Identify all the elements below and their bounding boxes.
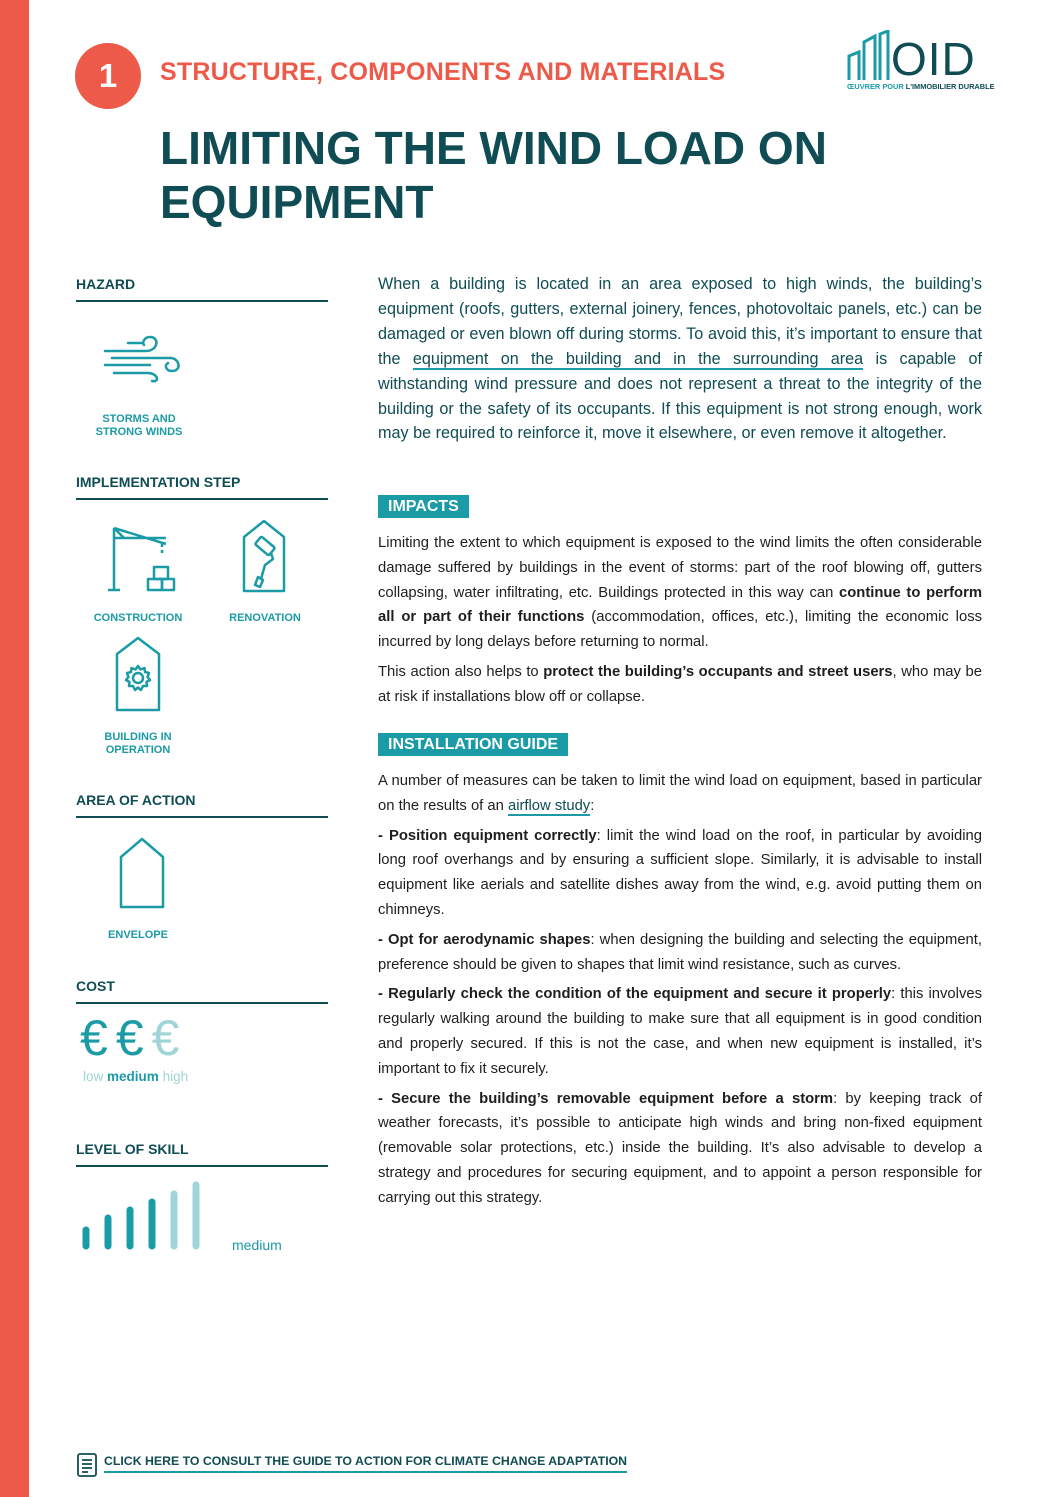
logo-buildings-icon: [845, 30, 891, 82]
construction-caption: CONSTRUCTION: [93, 612, 183, 624]
envelope-house-icon: [118, 836, 166, 910]
envelope-caption: ENVELOPE: [108, 929, 168, 941]
chapter-number-badge: 1: [75, 43, 141, 109]
text-run: A number of measures can be taken to limit the wind load on equipment, based in particular on the results of an: [378, 773, 982, 814]
construction-crane-icon: [104, 524, 176, 592]
impacts-paragraph: [378, 531, 982, 655]
cost-low-label: low: [83, 1069, 104, 1084]
text-run: (accommodation, offices, etc.), limiting the economic loss incurred by long delays before returning to normal.: [378, 609, 982, 651]
text-run: , who may be at risk if installations blow off or collapse.: [378, 663, 982, 705]
guide-item: [378, 982, 982, 1081]
skill-heading: LEVEL OF SKILL: [76, 1141, 328, 1167]
text-run: Limiting the extent to which equipment is exposed to the wind limits the often considerable damage suffered by buildings in the event of storms: part of the roof blowing off, gutters collapsing, water infiltrating, etc. Buildings protected in this way can: [378, 535, 982, 601]
guide-consult-link[interactable]: CLICK HERE TO CONSULT THE GUIDE TO ACTION FOR CLIMATE CHANGE ADAPTATION: [104, 1454, 627, 1473]
intro-text: When a building is located in an area exposed to high winds, the building’s equipment (roofs, gutters, external joinery, fences, photovoltaic panels, etc.) can be damaged or even blown off during storms. To avoid this, it’s important to ensure that the: [378, 275, 982, 368]
installation-guide-body: [378, 769, 982, 1216]
logo-tagline: [847, 82, 995, 91]
hazard-caption: STORMS AND STRONG WINDS: [95, 413, 183, 438]
euro-symbol-inactive: €: [151, 1010, 180, 1066]
building-operation-gear-icon: [114, 636, 162, 712]
logo-tagline-part: ŒUVRER POUR: [847, 82, 906, 91]
impacts-heading: IMPACTS: [378, 495, 469, 518]
side-accent-stripe: [0, 0, 29, 1497]
document-icon[interactable]: [76, 1452, 98, 1478]
text-run: :: [590, 797, 595, 814]
cost-euro-rating: [80, 1010, 187, 1066]
text-run-bold: - Opt for aerodynamic shapes: [378, 931, 591, 948]
text-run-bold: continue to perform all or part of their functions: [378, 584, 982, 626]
text-run: : when designing the building and selecting the equipment, preference should be given to shapes that limit wind resistance, such as curves.: [378, 931, 982, 973]
text-run-bold: protect the building’s occupants and street users: [543, 663, 893, 680]
text-run-bold: - Secure the building’s removable equipment before a storm: [378, 1090, 834, 1107]
installation-guide-heading: INSTALLATION GUIDE: [378, 733, 568, 756]
cost-heading: COST: [76, 978, 328, 1004]
impacts-body: [378, 531, 982, 715]
text-run-bold: - Regularly check the condition of the equipment and secure it properly: [378, 986, 892, 1003]
cost-scale-labels: [83, 1069, 188, 1084]
wind-icon: [100, 333, 184, 383]
chapter-title: STRUCTURE, COMPONENTS AND MATERIALS: [160, 58, 726, 86]
text-run: : limit the wind load on the roof, in particular by avoiding long roof overhangs and by ensuring a sufficient slope. Similarly, it is advisable to install equipment like aerials and satellite dishes away from the wind, e.g. avoid putting them on chimneys.: [378, 827, 982, 918]
area-heading: AREA OF ACTION: [76, 792, 328, 818]
text-run: This action also helps to: [378, 663, 544, 680]
skill-level-bars: [78, 1180, 204, 1254]
cost-medium-label: medium: [107, 1069, 159, 1084]
skill-level-label: medium: [232, 1237, 282, 1253]
guide-item: [378, 928, 982, 978]
airflow-study-link[interactable]: airflow study: [507, 797, 591, 814]
logo-tagline-part: L'IMMOBILIER DURABLE: [905, 82, 995, 91]
euro-symbol-active: €: [115, 1010, 144, 1066]
logo-wordmark: OID: [891, 33, 976, 85]
impacts-paragraph: [378, 660, 982, 710]
page-title: LIMITING THE WIND LOAD ON EQUIPMENT: [160, 122, 827, 228]
hazard-heading: HAZARD: [76, 276, 328, 302]
renovation-house-roller-icon: [241, 519, 287, 593]
implementation-heading: IMPLEMENTATION STEP: [76, 474, 328, 500]
guide-item: [378, 1087, 982, 1211]
guide-item: [378, 824, 982, 923]
euro-symbol-active: €: [80, 1010, 108, 1066]
guide-intro: [378, 769, 982, 819]
renovation-caption: RENOVATION: [229, 612, 301, 624]
text-run: : by keeping track of weather forecasts, it’s possible to anticipate high winds and bring non-fixed equipment (removable solar protections, etc.) inside the building. It’s also advisable to develop a strategy and procedures for securing equipment, and to appoint a person responsible for carrying out this strategy.: [378, 1090, 982, 1206]
intro-paragraph: [378, 272, 982, 446]
text-run-bold: - Position equipment correctly: [378, 827, 597, 844]
oid-logo: [845, 30, 995, 96]
cost-high-label: high: [162, 1069, 189, 1084]
intro-text: is capable of withstanding wind pressure and does not represent a threat to the integrity of the building or the safety of its occupants. If this equipment is not strong enough, work may be required to reinforce it, move it elsewhere, or even remove it altogether.: [378, 349, 982, 443]
operation-caption: BUILDING IN OPERATION: [104, 731, 172, 756]
text-run: : this involves regularly walking around the building to make sure that all equipment is in good condition and properly secured. If this is not the case, and when new equipment is installed, it’s important to fix it securely.: [378, 986, 982, 1077]
intro-highlight-link[interactable]: equipment on the building and in the surrounding area: [412, 349, 864, 368]
